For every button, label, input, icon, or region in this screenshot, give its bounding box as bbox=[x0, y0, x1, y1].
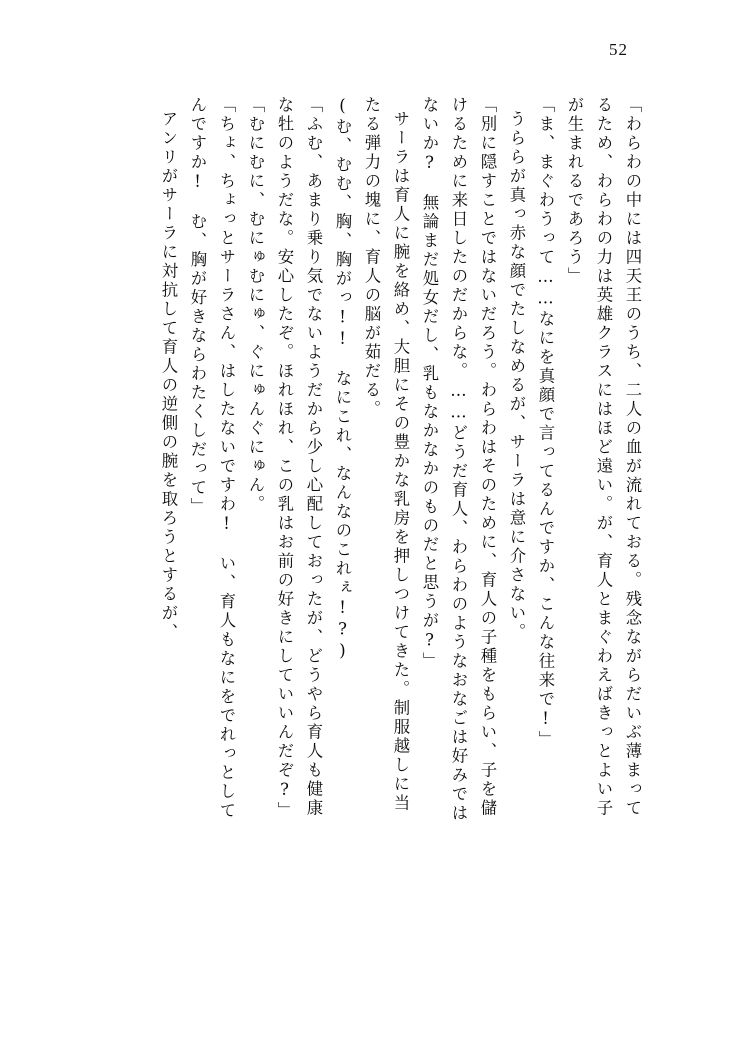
body-line: 「ま、まぐわうって……なにを真顔で言ってるんですか、こんな往来で!」 bbox=[536, 96, 555, 750]
body-line: 「ふむ、あまり乗り気でないようだから少し心配しておったが、どうやら育人も健康 bbox=[304, 96, 323, 818]
body-line: うららが真っ赤な顔でたしなめるが、サーラは意に介さない。 bbox=[507, 110, 526, 642]
body-line: けるために来日したのだからな。……どうだ育人、わらわのようなおなごは好みでは bbox=[449, 96, 468, 824]
body-line: が生まれるであろう」 bbox=[565, 96, 584, 286]
body-line: んですか! む、胸が好きならわたくしだって」 bbox=[188, 96, 207, 517]
body-line: サーラは育人に腕を絡め、大胆にその豊かな乳房を押しつけてきた。制服越しに当 bbox=[391, 110, 410, 813]
body-line: アンリがサーラに対抗して育人の逆側の腕を取ろうとするが、 bbox=[159, 110, 178, 642]
vertical-text-body bbox=[96, 96, 640, 981]
body-line: 「わらわの中には四天王のうち、二人の血が流れておる。残念ながらだいぶ薄まって bbox=[623, 96, 642, 818]
page-number: 52 bbox=[609, 40, 628, 59]
body-line: たる弾力の塊に、育人の脳が茹だる。 bbox=[362, 96, 381, 419]
body-line: 「別に隠すことではないだろう。わらわはそのために、育人の子種をもらい、子を儲 bbox=[478, 96, 497, 818]
body-line: ないか? 無論まだ処女だし、乳もなかなかのものだと思うが?」 bbox=[420, 96, 439, 672]
body-line: 「むにむに、むにゅむにゅ、ぐにゅんぐにゅん。 bbox=[246, 96, 265, 514]
body-line: 「ちょ、ちょっとサーラさん、はしたないですわ! い、育人もなにをでれっとして bbox=[217, 96, 236, 821]
body-line: (む、むむ、胸、胸がっ!! なにこれ、なんなのこれぇ!?) bbox=[333, 96, 352, 663]
body-line: るため、わらわの力は英雄クラスにはほど遠い。が、育人とまぐわえばきっとよい子 bbox=[594, 96, 613, 818]
body-line: な牡のようだな。安心したぞ。ほれほれ、この乳はお前の好きにしていいんだぞ?」 bbox=[275, 96, 294, 821]
